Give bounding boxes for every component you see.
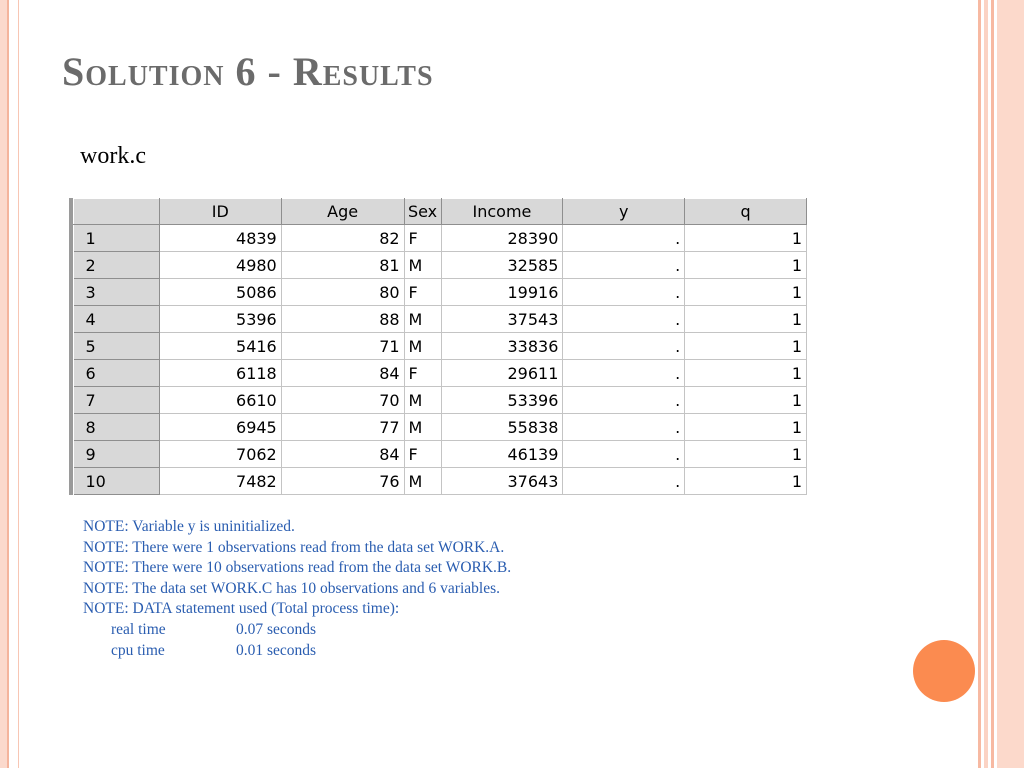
sas-log-notes bbox=[83, 517, 511, 661]
cell-income[interactable]: 32585 bbox=[441, 252, 563, 279]
cell-id[interactable]: 6610 bbox=[159, 387, 281, 414]
cell-sex[interactable]: M bbox=[404, 333, 441, 360]
cell-sex[interactable]: M bbox=[404, 387, 441, 414]
cell-income[interactable]: 19916 bbox=[441, 279, 563, 306]
row-number[interactable]: 3 bbox=[74, 279, 160, 306]
cell-age[interactable]: 82 bbox=[281, 225, 404, 252]
cell-y[interactable]: . bbox=[563, 468, 685, 495]
row-number[interactable]: 5 bbox=[74, 333, 160, 360]
cell-y[interactable]: . bbox=[563, 414, 685, 441]
row-number[interactable]: 8 bbox=[74, 414, 160, 441]
dataset-label: work.c bbox=[80, 143, 146, 169]
column-header-age[interactable]: Age bbox=[281, 199, 404, 225]
cell-y[interactable]: . bbox=[563, 252, 685, 279]
cell-sex[interactable]: M bbox=[404, 252, 441, 279]
cell-id[interactable]: 6945 bbox=[159, 414, 281, 441]
cell-q[interactable]: 1 bbox=[685, 468, 807, 495]
log-timing-line bbox=[83, 620, 511, 641]
cell-age[interactable]: 80 bbox=[281, 279, 404, 306]
corner-header[interactable] bbox=[74, 199, 160, 225]
cell-q[interactable]: 1 bbox=[685, 306, 807, 333]
table-row[interactable] bbox=[74, 414, 807, 441]
log-note-line: NOTE: DATA statement used (Total process time): bbox=[83, 600, 400, 618]
table-header-row bbox=[74, 199, 807, 225]
cell-q[interactable]: 1 bbox=[685, 279, 807, 306]
cell-sex[interactable]: F bbox=[404, 225, 441, 252]
cell-income[interactable]: 37643 bbox=[441, 468, 563, 495]
table-row[interactable] bbox=[74, 441, 807, 468]
slide-left-border bbox=[0, 0, 9, 768]
cell-q[interactable]: 1 bbox=[685, 225, 807, 252]
cell-income[interactable]: 53396 bbox=[441, 387, 563, 414]
cell-income[interactable]: 33836 bbox=[441, 333, 563, 360]
cell-income[interactable]: 29611 bbox=[441, 360, 563, 387]
column-header-y[interactable]: y bbox=[563, 199, 685, 225]
column-header-income[interactable]: Income bbox=[441, 199, 563, 225]
cell-y[interactable]: . bbox=[563, 279, 685, 306]
log-timing-line bbox=[83, 641, 511, 662]
row-number[interactable]: 9 bbox=[74, 441, 160, 468]
cell-y[interactable]: . bbox=[563, 306, 685, 333]
cell-sex[interactable]: M bbox=[404, 306, 441, 333]
cell-income[interactable]: 37543 bbox=[441, 306, 563, 333]
cell-q[interactable]: 1 bbox=[685, 333, 807, 360]
timing-label: cpu time bbox=[111, 641, 165, 659]
cell-y[interactable]: . bbox=[563, 225, 685, 252]
row-number[interactable]: 1 bbox=[74, 225, 160, 252]
table-row[interactable] bbox=[74, 360, 807, 387]
cell-sex[interactable]: F bbox=[404, 360, 441, 387]
cell-id[interactable]: 5086 bbox=[159, 279, 281, 306]
table-row[interactable] bbox=[74, 387, 807, 414]
cell-q[interactable]: 1 bbox=[685, 387, 807, 414]
row-number[interactable]: 7 bbox=[74, 387, 160, 414]
row-number[interactable]: 4 bbox=[74, 306, 160, 333]
cell-y[interactable]: . bbox=[563, 333, 685, 360]
log-note-line: NOTE: There were 1 observations read from the data set WORK.A. bbox=[83, 538, 505, 556]
table-row[interactable] bbox=[74, 252, 807, 279]
table-row[interactable] bbox=[74, 279, 807, 306]
cell-id[interactable]: 4980 bbox=[159, 252, 281, 279]
column-header-id[interactable]: ID bbox=[159, 199, 281, 225]
cell-q[interactable]: 1 bbox=[685, 252, 807, 279]
cell-income[interactable]: 46139 bbox=[441, 441, 563, 468]
table-row[interactable] bbox=[74, 333, 807, 360]
cell-sex[interactable]: F bbox=[404, 441, 441, 468]
row-number[interactable]: 10 bbox=[74, 468, 160, 495]
slide-inner-rule bbox=[18, 0, 19, 768]
cell-income[interactable]: 55838 bbox=[441, 414, 563, 441]
cell-sex[interactable]: M bbox=[404, 468, 441, 495]
cell-q[interactable]: 1 bbox=[685, 414, 807, 441]
cell-age[interactable]: 77 bbox=[281, 414, 404, 441]
cell-id[interactable]: 4839 bbox=[159, 225, 281, 252]
timing-value: 0.07 seconds bbox=[236, 620, 317, 638]
cell-y[interactable]: . bbox=[563, 441, 685, 468]
row-number[interactable]: 2 bbox=[74, 252, 160, 279]
cell-y[interactable]: . bbox=[563, 387, 685, 414]
column-header-sex[interactable]: Sex bbox=[404, 199, 441, 225]
data-table bbox=[73, 198, 807, 495]
cell-age[interactable]: 81 bbox=[281, 252, 404, 279]
cell-age[interactable]: 71 bbox=[281, 333, 404, 360]
slide-right-border bbox=[978, 0, 1024, 768]
table-row[interactable] bbox=[74, 306, 807, 333]
cell-age[interactable]: 70 bbox=[281, 387, 404, 414]
cell-age[interactable]: 84 bbox=[281, 360, 404, 387]
cell-id[interactable]: 5396 bbox=[159, 306, 281, 333]
cell-sex[interactable]: F bbox=[404, 279, 441, 306]
table-row[interactable] bbox=[74, 468, 807, 495]
data-grid bbox=[69, 198, 807, 495]
cell-id[interactable]: 7482 bbox=[159, 468, 281, 495]
cell-q[interactable]: 1 bbox=[685, 441, 807, 468]
timing-value: 0.01 seconds bbox=[236, 641, 317, 659]
cell-q[interactable]: 1 bbox=[685, 360, 807, 387]
cell-age[interactable]: 84 bbox=[281, 441, 404, 468]
cell-age[interactable]: 88 bbox=[281, 306, 404, 333]
cell-id[interactable]: 7062 bbox=[159, 441, 281, 468]
row-number[interactable]: 6 bbox=[74, 360, 160, 387]
cell-id[interactable]: 6118 bbox=[159, 360, 281, 387]
table-row[interactable] bbox=[74, 225, 807, 252]
decorative-orange-circle bbox=[913, 640, 975, 702]
log-note-line: NOTE: There were 10 observations read from the data set WORK.B. bbox=[83, 559, 512, 577]
cell-income[interactable]: 28390 bbox=[441, 225, 563, 252]
cell-sex[interactable]: M bbox=[404, 414, 441, 441]
log-note-line: NOTE: The data set WORK.C has 10 observations and 6 variables. bbox=[83, 579, 500, 597]
cell-age[interactable]: 76 bbox=[281, 468, 404, 495]
slide-title: Solution 6 - Results bbox=[62, 49, 434, 94]
column-header-q[interactable]: q bbox=[685, 199, 807, 225]
log-note-line: NOTE: Variable y is uninitialized. bbox=[83, 518, 295, 535]
timing-label: real time bbox=[111, 620, 166, 638]
cell-y[interactable]: . bbox=[563, 360, 685, 387]
cell-id[interactable]: 5416 bbox=[159, 333, 281, 360]
